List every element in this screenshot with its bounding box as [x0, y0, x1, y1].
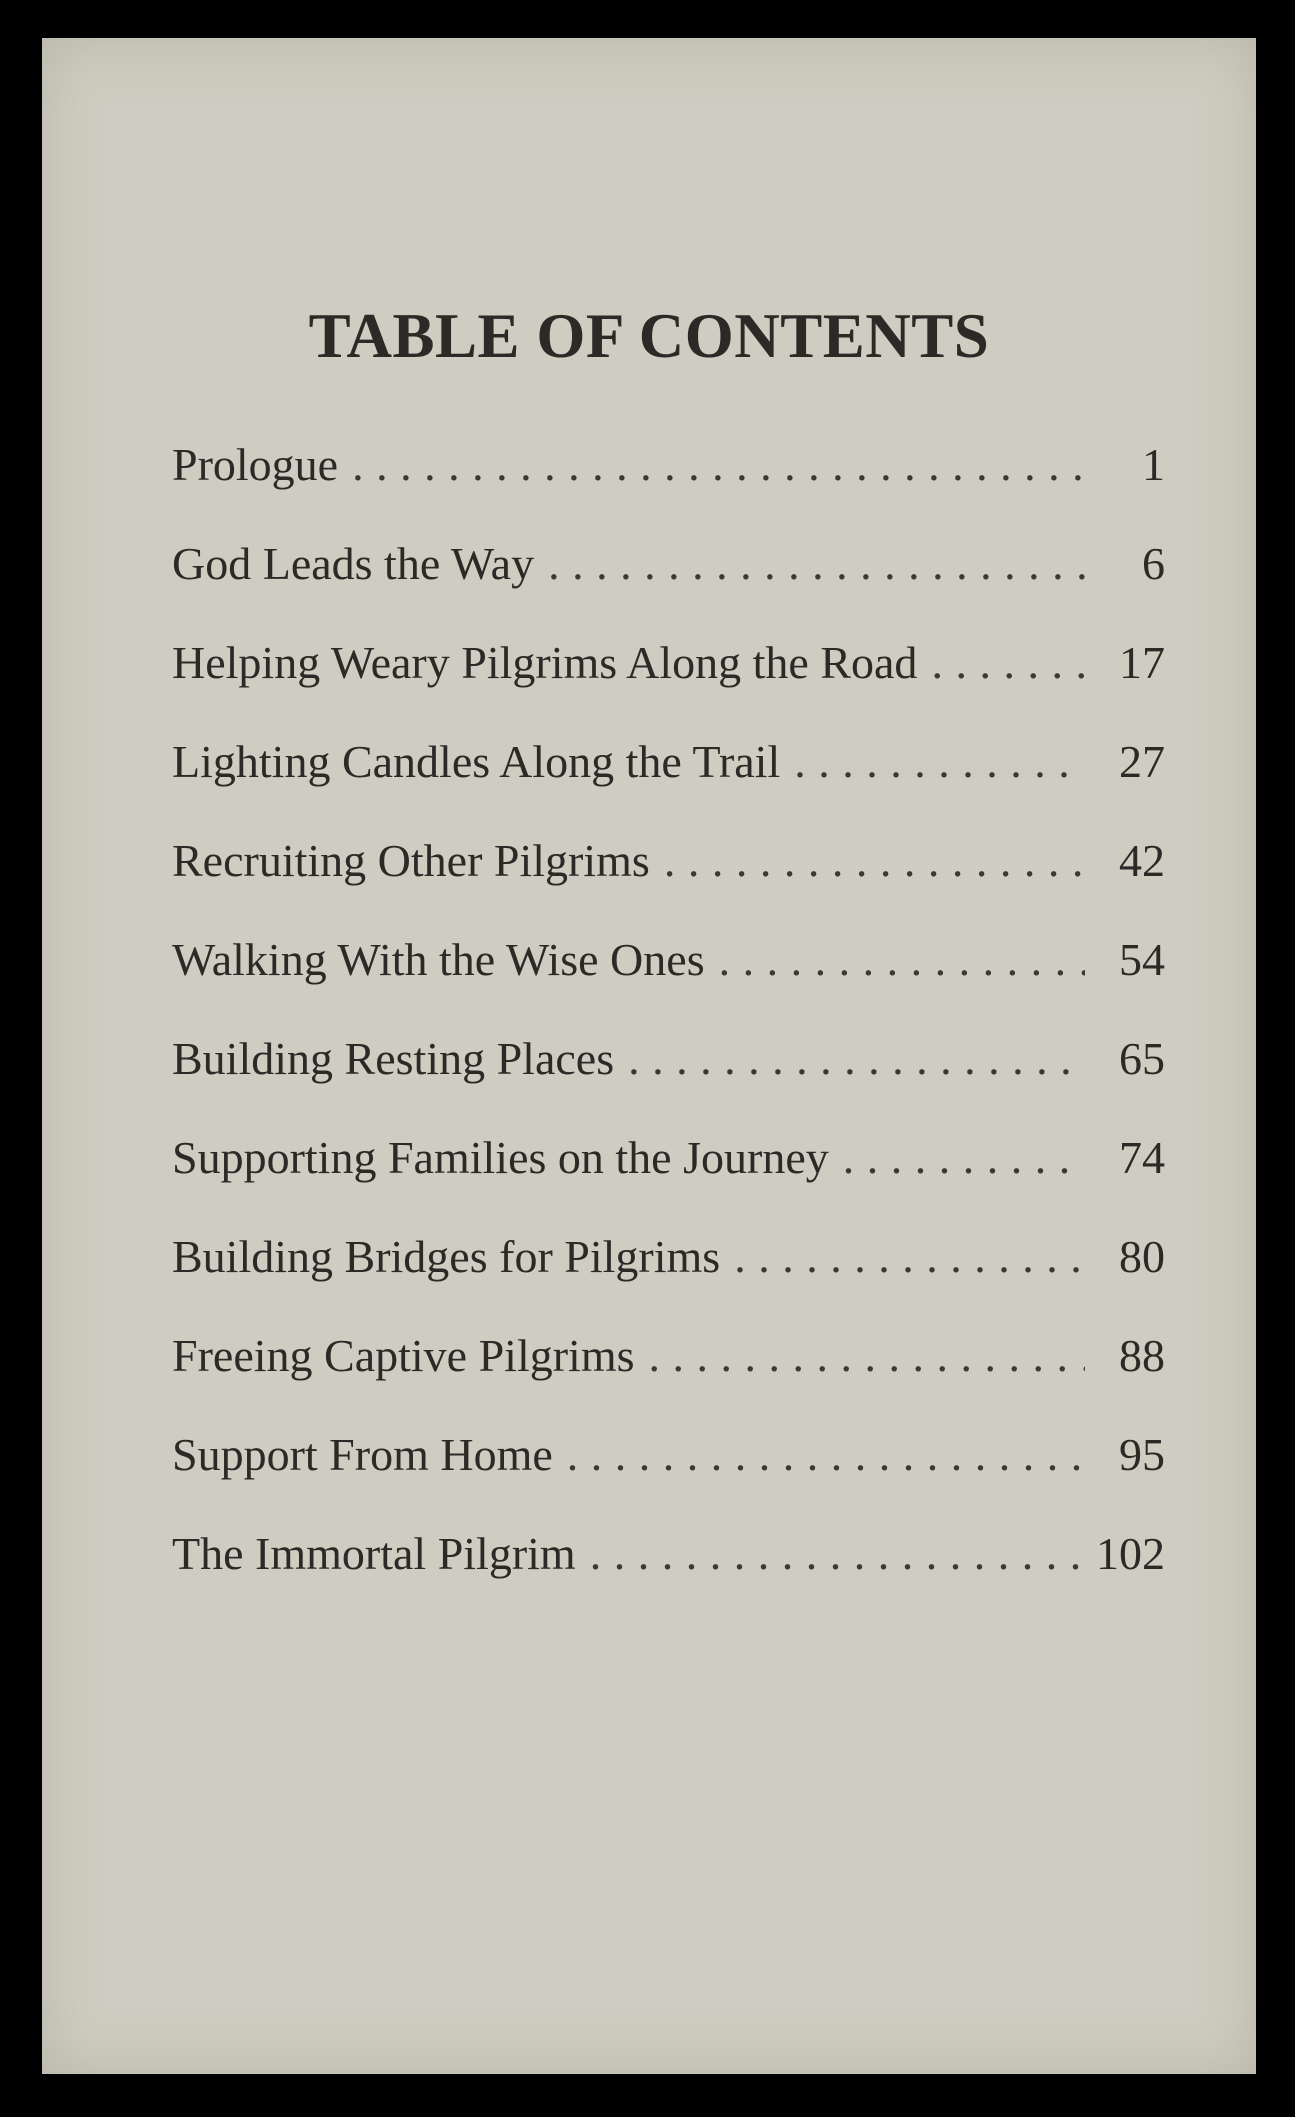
- toc-entry-page: 74: [1119, 1132, 1165, 1183]
- dot-leader: [734, 1230, 1085, 1283]
- toc-entry: [172, 537, 1165, 636]
- dot-leader: [931, 636, 1085, 689]
- toc-entry-title: The Immortal Pilgrim: [172, 1528, 576, 1579]
- toc-entry-title: Building Bridges for Pilgrims: [172, 1231, 721, 1282]
- toc-entry-title: Lighting Candles Along the Trail: [172, 736, 781, 787]
- toc-entry-title: Recruiting Other Pilgrims: [172, 835, 650, 886]
- dot-leader: [794, 735, 1085, 788]
- toc-entry: [172, 438, 1165, 537]
- toc-entry-page: 102: [1096, 1528, 1165, 1579]
- toc-entry: [172, 735, 1165, 834]
- toc-entry: [172, 1230, 1165, 1329]
- toc-entry: [172, 1131, 1165, 1230]
- toc-entry-page: 6: [1142, 538, 1165, 589]
- toc-entry-page: 42: [1119, 835, 1165, 886]
- document-page: [42, 38, 1256, 2074]
- toc-entry: [172, 636, 1165, 735]
- toc-entry: [172, 1032, 1165, 1131]
- toc-entry-page: 80: [1119, 1231, 1165, 1282]
- toc-entry-page: 27: [1119, 736, 1165, 787]
- toc-entry-title: Support From Home: [172, 1429, 553, 1480]
- toc-entry-title: God Leads the Way: [172, 538, 535, 589]
- toc-entry: [172, 1329, 1165, 1428]
- dot-leader: [843, 1131, 1085, 1184]
- dot-leader: [590, 1527, 1084, 1580]
- toc-entry-title: Supporting Families on the Journey: [172, 1132, 829, 1183]
- dot-leader: [628, 1032, 1085, 1085]
- table-of-contents: [172, 438, 1165, 1626]
- toc-entry-page: 88: [1119, 1330, 1165, 1381]
- toc-entry-title: Building Resting Places: [172, 1033, 615, 1084]
- toc-entry: [172, 1527, 1165, 1626]
- toc-entry: [172, 834, 1165, 933]
- dot-leader: [352, 438, 1085, 491]
- toc-entry: [172, 933, 1165, 1032]
- toc-entry-page: 95: [1119, 1429, 1165, 1480]
- toc-entry-title: Helping Weary Pilgrims Along the Road: [172, 637, 918, 688]
- toc-entry: [172, 1428, 1165, 1527]
- toc-entry-page: 65: [1119, 1033, 1165, 1084]
- toc-entry-title: Freeing Captive Pilgrims: [172, 1330, 635, 1381]
- toc-entry-page: 54: [1119, 934, 1165, 985]
- toc-entry-title: Prologue: [172, 439, 339, 490]
- dot-leader: [664, 834, 1085, 887]
- dot-leader: [567, 1428, 1085, 1481]
- page-title: TABLE OF CONTENTS: [308, 301, 990, 371]
- toc-entry-title: Walking With the Wise Ones: [172, 934, 705, 985]
- toc-entry-page: 17: [1119, 637, 1165, 688]
- dot-leader: [548, 537, 1085, 590]
- dot-leader: [719, 933, 1085, 986]
- dot-leader: [649, 1329, 1085, 1382]
- toc-entry-page: 1: [1142, 439, 1165, 490]
